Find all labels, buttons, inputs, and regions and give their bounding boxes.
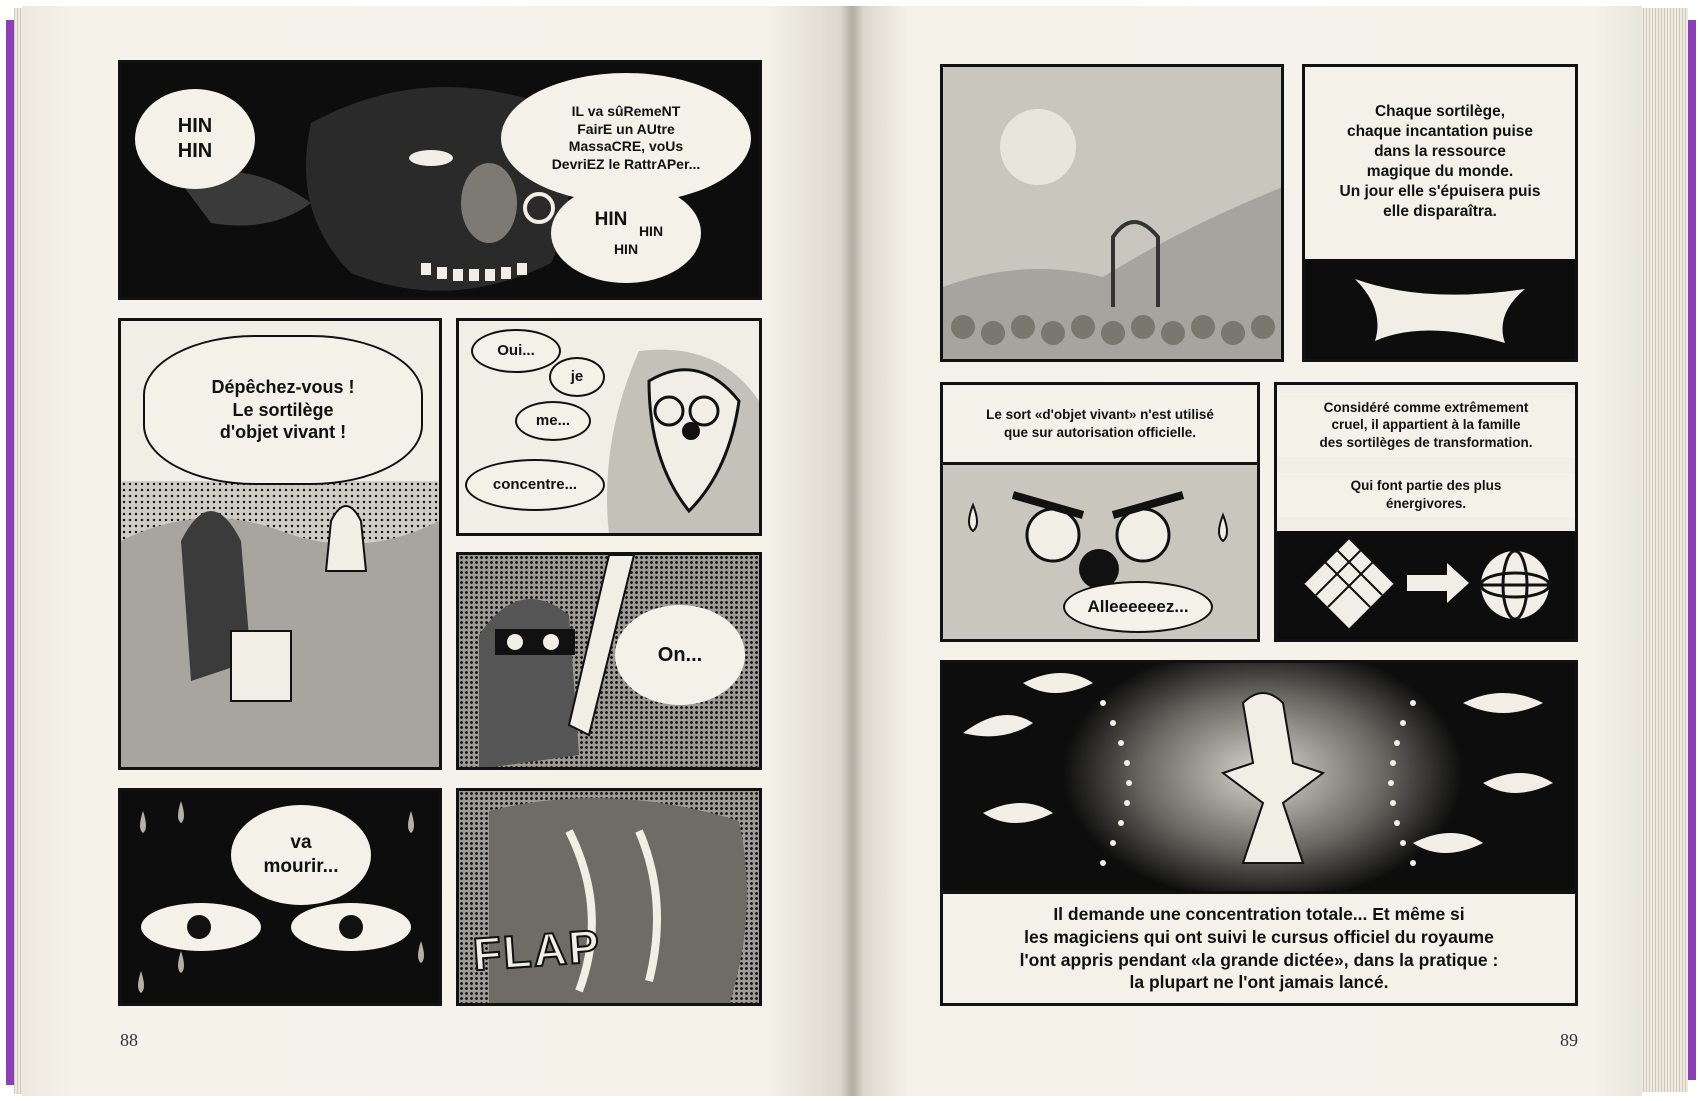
right-panel-5 [940,660,1578,1006]
caption-energivores: Qui font partie des plus énergivores. [1277,473,1575,517]
speech-bubble-hin-left: HIN HIN [135,89,255,189]
left-panel-6 [456,788,762,1006]
thought-bubble-me: me... [515,401,591,441]
speech-bubble-massacre: IL va sûRemeNT FairE un AUtre MassaCRE, voUs DevriEZ le RattrAPer... [501,73,751,203]
caption-chaque-sortilege: Chaque sortilège, chaque incantation puise dans la ressource magique du monde. Un jour elle s'épuisera puis elle disparaîtra. [1305,67,1575,257]
hin-word-1: HIN [594,208,628,230]
caption-considere-cruel: Considéré comme extrêmement cruel, il appartient à la famille des sortilèges de transformation. [1277,393,1575,457]
spark-burst-shape [1305,259,1575,359]
burst-bubble-on: On... [615,605,745,705]
left-panel-3 [456,318,762,536]
cube-to-sphere-illustration [1277,531,1575,639]
left-panel-4 [456,552,762,770]
left-panel-1 [118,60,762,300]
landscape-illustration [943,67,1283,361]
hin-word-2: HIN [638,223,664,240]
thought-bubble-oui: Oui... [471,329,561,373]
left-panel-2 [118,318,442,770]
page-stack-right [1640,8,1688,1092]
sfx-flap: FLAP [471,919,603,981]
left-page-number: 88 [120,1030,138,1050]
book-cover-right-edge [1688,20,1696,1080]
left-eye-pupil [187,915,211,939]
caption-sort-objet-vivant: Le sort «d'objet vivant» n'est utilisé que sur autorisation officielle. [943,385,1257,465]
hills-and-figures-illustration [121,481,439,767]
speech-bubble-alleeeeeez: Alleeeeeez... [1063,581,1213,633]
right-panel-1 [940,64,1284,362]
right-panel-2 [1302,64,1578,362]
thought-bubble-concentre: concentre... [465,459,605,511]
right-page-number: 89 [1560,1030,1578,1050]
right-panel-4 [1274,382,1578,642]
transformation-diagram [1277,531,1575,639]
hin-word-3: HIN [613,240,639,257]
book-gutter [840,6,864,1096]
caption-concentration-totale: Il demande une concentration totale... Et même si les magiciens qui ont suivi le cursus officiel du royaume l'ont appris pendant «la grande dictée», dans la pratique : la plupart ne l'ont jamais lancé. [943,891,1575,1003]
burst-bubble-va-mourir: va mourir... [231,805,371,905]
right-panel-3 [940,382,1260,642]
magic-vortex-illustration [943,663,1577,891]
thought-bubble-je: je [549,357,605,397]
right-eye-pupil [339,915,363,939]
left-panel-5 [118,788,442,1006]
spark-panel-area [1305,259,1575,359]
speech-bubble-depechez: Dépêchez-vous ! Le sortilège d'objet vivant ! [143,335,423,485]
speech-bubble-hin-right [551,183,701,283]
